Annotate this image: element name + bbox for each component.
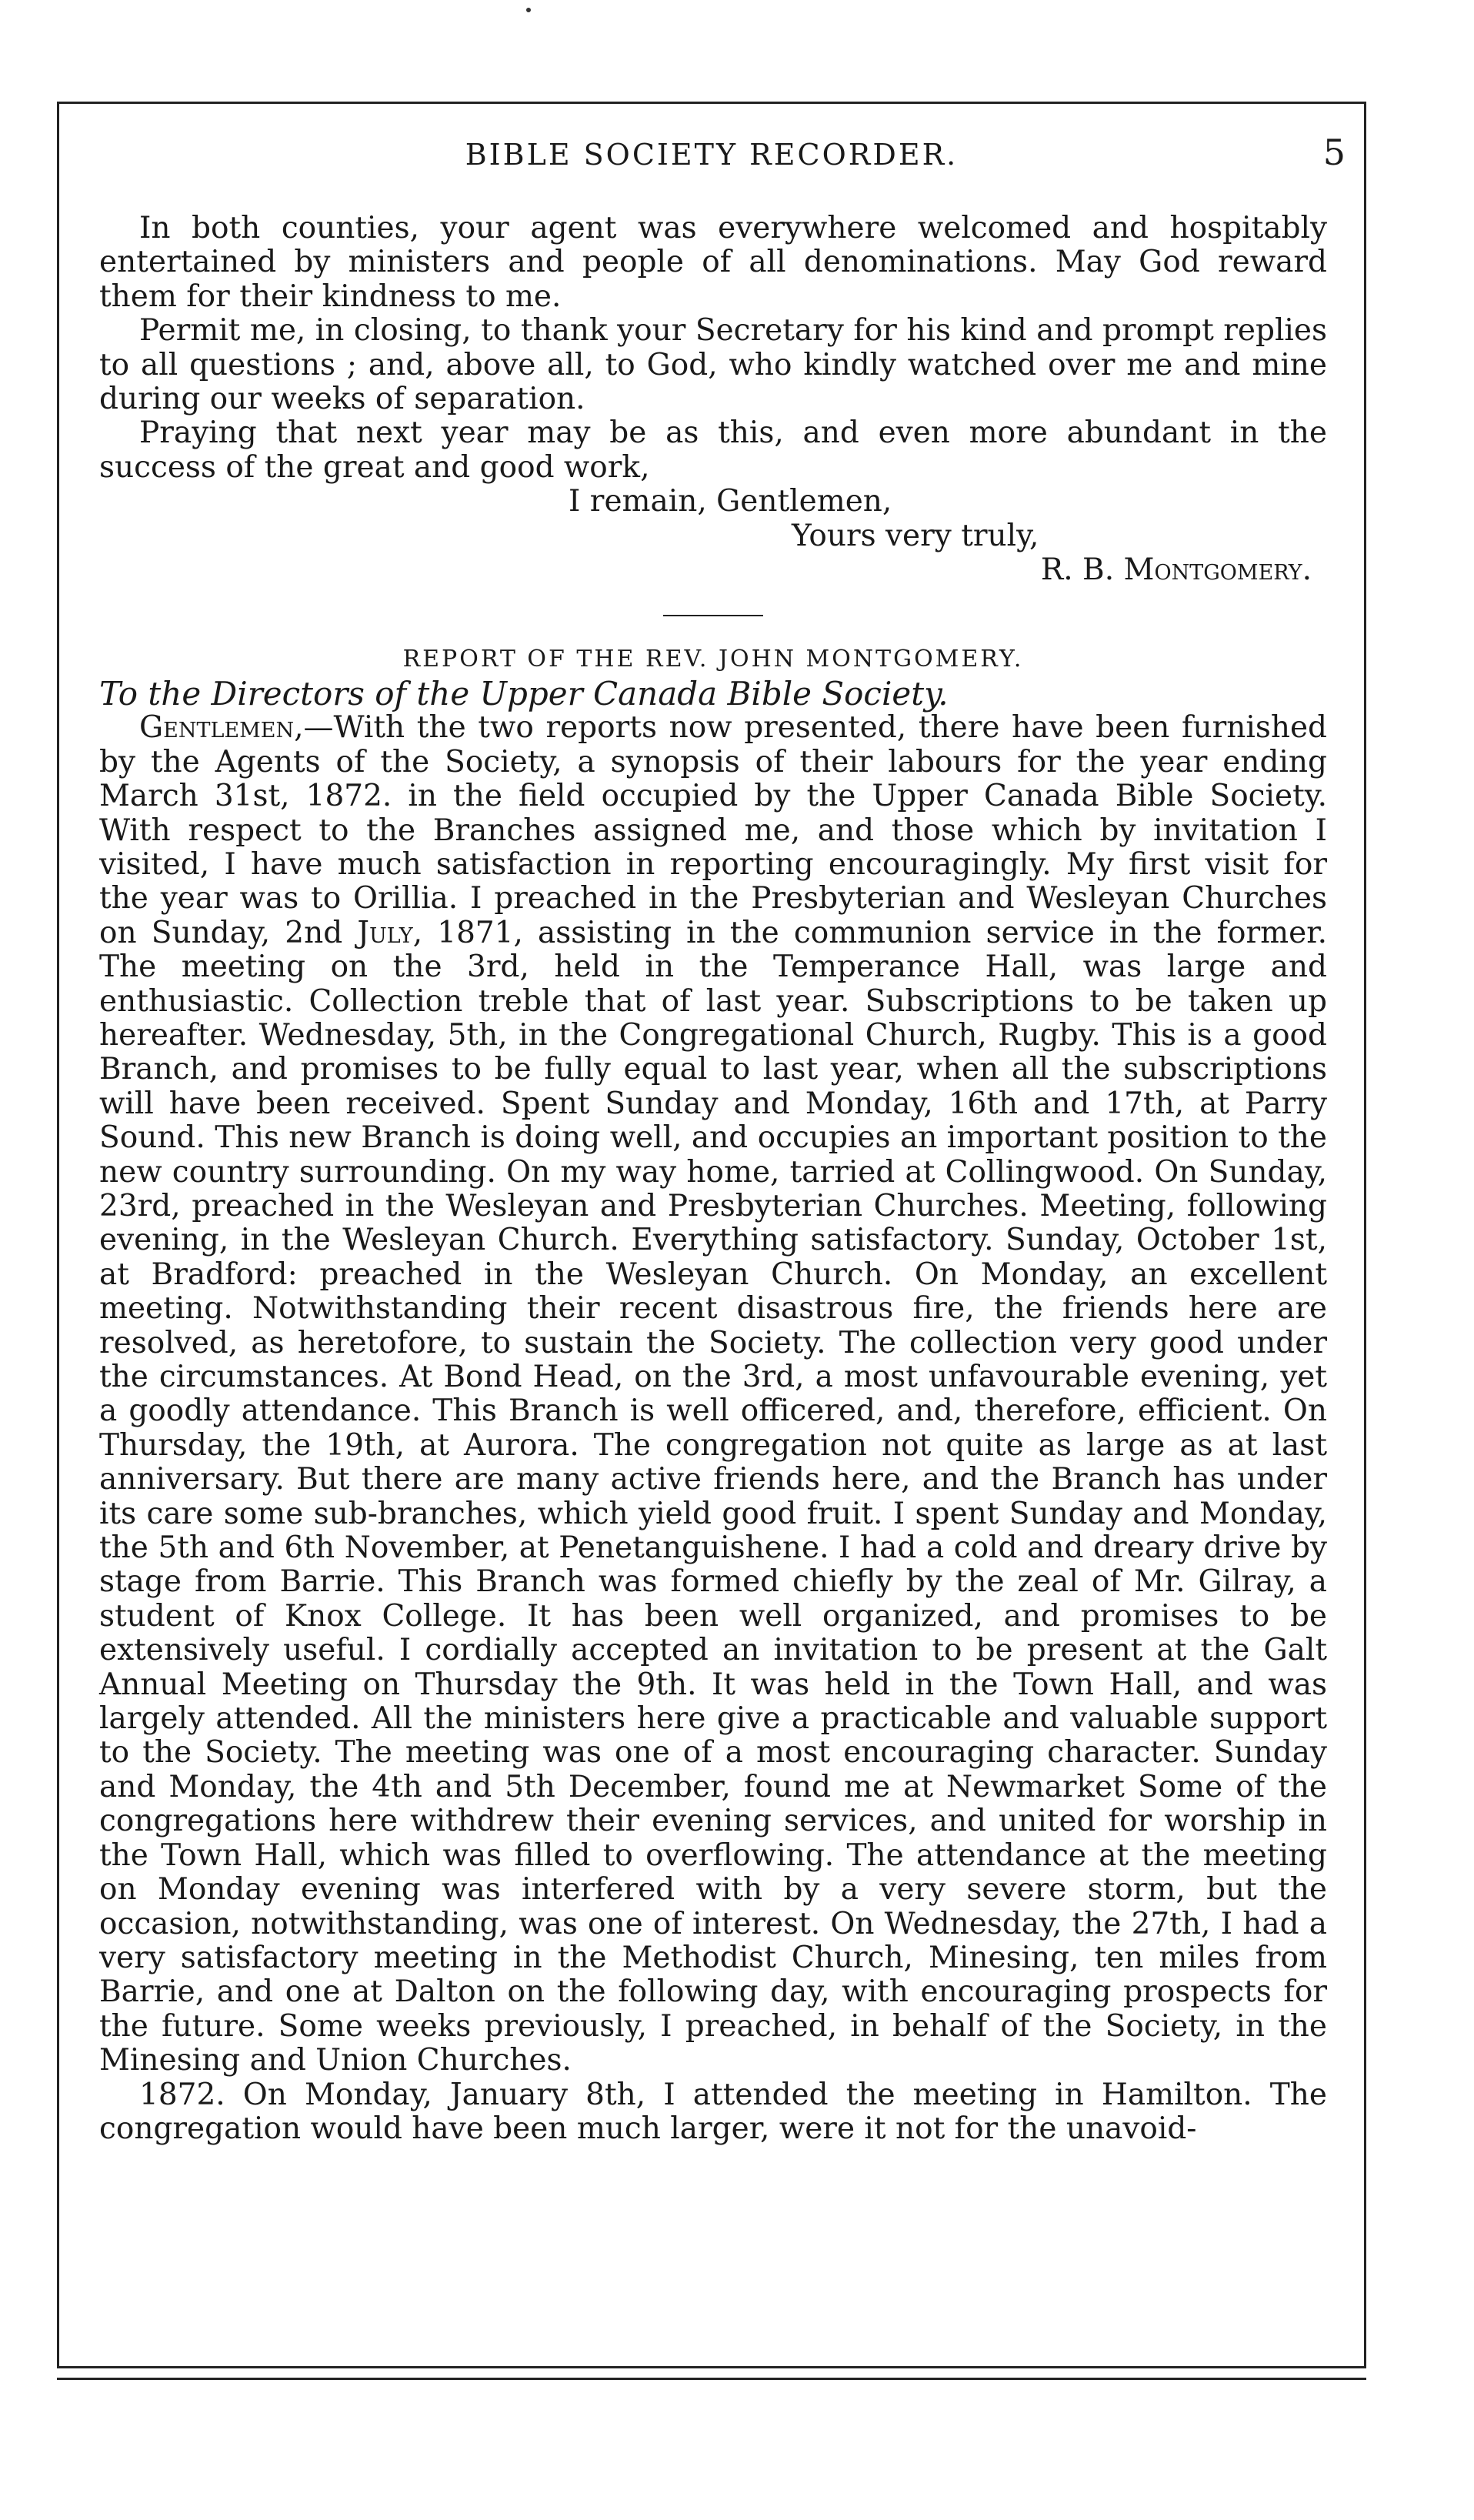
page-content bbox=[99, 212, 1327, 2146]
letter-paragraph: In both counties, your agent was everywhere welcomed and hospitably entertained by ministers and people of all denominations. May God reward them for their kindness to me. bbox=[99, 211, 1327, 314]
report-body-part1: —With the two reports now presented, there have been furnished by the Agents of the Society, a synopsis of their labours for the year ending March 31st, 1872. in the field occupied by the Upper Canada Bible Society. With respect to the Branches assigned me, and those which by invitation I visited, I have much satisfaction in reporting encouragingly. My first visit for the year was to Orillia. I preached in the Presbyterian and Wesleyan Churches on Sunday, 2nd bbox=[99, 710, 1327, 950]
report-opening-word: Gentlemen, bbox=[139, 710, 304, 746]
report-title: REPORT OF THE REV. JOHN MONTGOMERY. bbox=[402, 646, 1024, 673]
report-body-month: July bbox=[357, 915, 413, 950]
signature-name: Montgomery. bbox=[1123, 552, 1312, 588]
letter-paragraph: Permit me, in closing, to thank your Secretary for his kind and prompt replies to all questions ; and, above all, to God, who kindly watched over me and mine during our weeks of separation. bbox=[99, 313, 1327, 417]
report-paragraph bbox=[99, 711, 1327, 2078]
letter-signature bbox=[99, 553, 1327, 587]
letter-closing-remain: I remain, Gentlemen, bbox=[569, 484, 892, 519]
report-paragraph-2: 1872. On Monday, January 8th, I attended the meeting in Hamilton. The congregation would have been much larger, were it not for the unavoid- bbox=[99, 2077, 1327, 2146]
section-separator bbox=[663, 615, 763, 616]
page-number: 5 bbox=[1322, 132, 1346, 173]
ink-speck bbox=[526, 8, 531, 12]
letter-paragraph: Praying that next year may be as this, and even more abundant in the success of the great and good work, bbox=[99, 416, 1327, 485]
report-salutation: To the Directors of the Upper Canada Bible Society. bbox=[99, 674, 949, 713]
page-header bbox=[59, 132, 1364, 178]
bottom-rule bbox=[57, 2378, 1366, 2380]
letter-closing-yours: Yours very truly, bbox=[792, 518, 1039, 553]
page-frame bbox=[57, 102, 1366, 2368]
report-body-part2: , 1871, assisting in the communion service in the former. The meeting on the 3rd, held in the Temperance Hall, was large and enthusiastic. Collection treble that of last year. Subscriptions to be taken up hereafter. Wednesday, 5th, in the Congregational Church, Rugby. This is a good Branch, and promises to be fully equal to last year, when all the subscriptions will have been received. Spent Sunday and Monday, 16th and 17th, at Parry Sound. This new Branch is doing well, and occupies an important position to the new country surrounding. On my way home, tarried at Collingwood. On Sunday, 23rd, preached in the Wesleyan and Presbyterian Churches. Meeting, following evening, in the Wesleyan Church. Everything satisfactory. Sunday, October 1st, at Bradford: preached in the Wesleyan Church. On Monday, an excellent meeting. Notwithstanding their recent disastrous fire, the friends here are resolved, as heretofore, to sustain the Society. The collection very good under the circumstances. At Bond Head, on the 3rd, a most unfavourable evening, yet a goodly attendance. This Branch is well officered, and, therefore, efficient. On Thursday, the 19th, at Aurora. The congregation not quite as large as at last anniversary. But there are many active friends here, and the Branch has under its care some sub-branches, which yield good fruit. I spent Sunday and Monday, the 5th and 6th November, at Penetanguishene. I had a cold and dreary drive by stage from Barrie. This Branch was formed chiefly by the zeal of Mr. Gilray, a student of Knox College. It has been well organized, and promises to be extensively useful. I cordially accepted an invitation to be present at the Galt Annual Meeting on Thursday the 9th. It was held in the Town Hall, and was largely attended. All the ministers here give a practicable and valuable support to the Society. The meeting was one of a most encouraging character. Sunday and Monday, the 4th and 5th December, found me at Newmarket Some of the congregations here withdrew their evening services, and united for worship in the Town Hall, which was filled to overflowing. The attendance at the meeting on Monday evening was interfered with by a very severe storm, but the occasion, notwithstanding, was one of interest. On Wednesday, the 27th, I had a very satisfactory meeting in the Methodist Church, Minesing, ten miles from Barrie, and one at Dalton on the following day, with encouraging prospects for the future. Some weeks previously, I preached, in behalf of the Society, in the Minesing and Union Churches. bbox=[99, 915, 1327, 2078]
signature-initials: R. B. bbox=[1040, 552, 1115, 588]
running-title: BIBLE SOCIETY RECORDER. bbox=[465, 138, 959, 172]
